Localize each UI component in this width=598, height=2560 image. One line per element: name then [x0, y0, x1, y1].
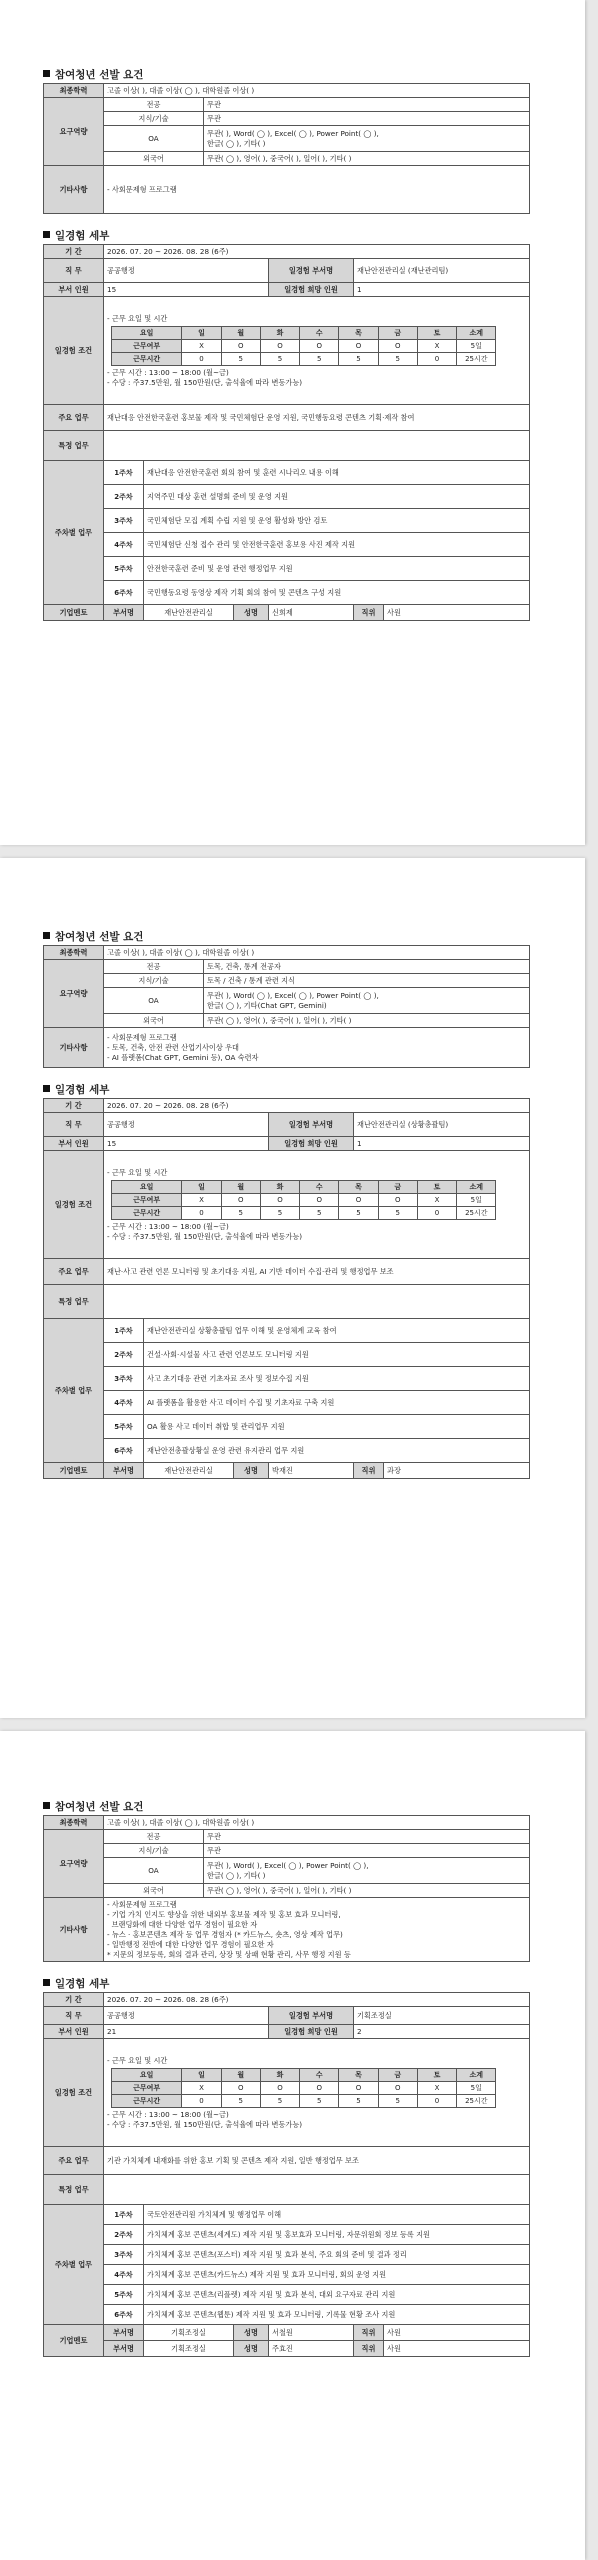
week-label: 6주차 [104, 581, 144, 605]
edu-value: 고졸 이상( ), 대졸 이상( ◯ ), 대학원졸 이상( ) [104, 946, 530, 960]
mentor-label: 기업멘토 [44, 1463, 104, 1479]
section-title-requirements: 참여청년 선발 요건 [43, 1799, 530, 1815]
week-task: 사고 초기대응 관련 기초자료 조사 및 정보수집 지원 [144, 1367, 530, 1391]
mentor-pos: 과장 [384, 1463, 530, 1479]
schedule-header-row: 요일 일 월 화 수 목 금 토 소계 [112, 1180, 496, 1193]
week-task: OA 활용 사고 데이터 취합 및 관리업무 지원 [144, 1415, 530, 1439]
square-bullet-icon [43, 231, 50, 238]
square-bullet-icon [43, 70, 50, 77]
page-3-content [43, 1799, 530, 2357]
edu-label: 최종학력 [44, 1816, 104, 1830]
capability-label: 요구역량 [44, 1830, 104, 1898]
language-value: 무관( ◯ ), 영어( ), 중국어( ), 일어( ), 기타( ) [204, 152, 530, 166]
staff-value: 21 [104, 2025, 269, 2039]
major-value: 무관 [204, 1830, 530, 1844]
document-page-3 [0, 1731, 585, 2560]
schedule-row-hours: 근무시간 0 5 5 5 5 5 0 25시간 [112, 2094, 496, 2107]
oa-label: OA [104, 126, 204, 152]
period-value: 2026. 07. 20 ~ 2026. 08. 28 (6주) [104, 245, 530, 259]
skill-label: 지식/기술 [104, 1844, 204, 1858]
etc-label: 기타사항 [44, 1898, 104, 1962]
week-label: 2주차 [104, 2225, 144, 2245]
duty-value: 공공행정 [104, 2007, 269, 2025]
condition-value: - 근무 요일 및 시간 요일 일 월 화 수 목 금 토 소계 근무여부 X O O O O O X 5일 근무시간 0 5 5 5 5 5 0 25시간 - 근무 시간 : 13:00 ~ 18:00 (월~금) - 수당 : 주37.5만원, 월 150만원(단, 출석율에 따라 변동가능) [104, 2039, 530, 2147]
condition-label: 일경험 조건 [44, 297, 104, 405]
condition-label: 일경험 조건 [44, 2039, 104, 2147]
mentor-dept-label: 부서명 [104, 1463, 144, 1479]
job-detail-table [43, 244, 530, 621]
section-title-job: 일경험 세부 [43, 1976, 530, 1992]
hope-label: 일경험 희망 인원 [269, 283, 354, 297]
schedule-row-workday: 근무여부 X O O O O O X 5일 [112, 1193, 496, 1206]
week-label: 1주차 [104, 461, 144, 485]
schedule-table [111, 326, 496, 366]
weekly-label: 주차별 업무 [44, 461, 104, 605]
etc-value: - 사회문제형 프로그램 - 토목, 건축, 안전 관련 산업기사이상 우대 - AI 플랫폼(Chat GPT, Gemini 등), OA 숙련자 [104, 1028, 530, 1068]
week-label: 3주차 [104, 2245, 144, 2265]
week-task: 재난안전관리실 상황총괄팀 업무 이해 및 운영체계 교육 참여 [144, 1319, 530, 1343]
week-task: 가치체계 홍보 콘텐츠(카드뉴스) 제작 지원 및 효과 모니터링, 회의 운영 지원 [144, 2265, 530, 2285]
main-duty-label: 주요 업무 [44, 405, 104, 431]
job-detail-table [43, 1098, 530, 1479]
week-label: 3주차 [104, 509, 144, 533]
requirements-table [43, 945, 530, 1068]
mentor-name-label: 성명 [234, 605, 269, 621]
skill-label: 지식/기술 [104, 974, 204, 988]
week-label: 5주차 [104, 557, 144, 581]
schedule-table [111, 2068, 496, 2108]
period-value: 2026. 07. 20 ~ 2026. 08. 28 (6주) [104, 1993, 530, 2007]
mentor-pos-label: 직위 [354, 1463, 384, 1479]
week-task: 국민체험단 모집 계획 수립 지원 및 운영 활성화 방안 검토 [144, 509, 530, 533]
oa-value: 무관( ), Word( ), Excel( ◯ ), Power Point( ◯ ), 한글( ◯ ), 기타( ) [204, 1858, 530, 1884]
week-task: 건설·사회·시설물 사고 관련 언론보도 모니터링 지원 [144, 1343, 530, 1367]
special-duty-value [104, 2175, 530, 2205]
schedule-table [111, 1180, 496, 1220]
mentor-name-label: 성명 [234, 2325, 269, 2341]
dept-label: 일경험 부서명 [269, 2007, 354, 2025]
main-duty-value: 기관 가치체계 내재화를 위한 홍보 기획 및 콘텐츠 제작 지원, 일반 행정업무 보조 [104, 2147, 530, 2175]
special-duty-label: 특정 업무 [44, 1285, 104, 1319]
staff-value: 15 [104, 1137, 269, 1151]
edu-label: 최종학력 [44, 946, 104, 960]
week-label: 5주차 [104, 2285, 144, 2305]
duty-value: 공공행정 [104, 259, 269, 283]
mentor-name: 박재진 [269, 1463, 354, 1479]
mentor-name-label: 성명 [234, 1463, 269, 1479]
period-value: 2026. 07. 20 ~ 2026. 08. 28 (6주) [104, 1099, 530, 1113]
staff-label: 부서 인원 [44, 2025, 104, 2039]
language-value: 무관( ◯ ), 영어( ), 중국어( ), 일어( ), 기타( ) [204, 1884, 530, 1898]
mentor-name: 주효진 [269, 2341, 354, 2357]
mentor-dept: 기획조정실 [144, 2325, 234, 2341]
mentor-dept-label: 부서명 [104, 2341, 144, 2357]
week-label: 4주차 [104, 1391, 144, 1415]
square-bullet-icon [43, 1802, 50, 1809]
square-bullet-icon [43, 1979, 50, 1986]
mentor-pos: 사원 [384, 2341, 530, 2357]
dept-label: 일경험 부서명 [269, 1113, 354, 1137]
edu-value: 고졸 이상( ), 대졸 이상( ◯ ), 대학원졸 이상( ) [104, 84, 530, 98]
major-label: 전공 [104, 960, 204, 974]
special-duty-label: 특정 업무 [44, 2175, 104, 2205]
week-label: 4주차 [104, 2265, 144, 2285]
week-label: 6주차 [104, 1439, 144, 1463]
requirements-table [43, 83, 530, 214]
main-duty-label: 주요 업무 [44, 2147, 104, 2175]
week-task: 재난안전총괄상황실 운영 관련 유지관리 업무 지원 [144, 1439, 530, 1463]
week-task: 재난대응 안전한국훈련 회의 참여 및 훈련 시나리오 내용 이해 [144, 461, 530, 485]
period-label: 기 간 [44, 1993, 104, 2007]
major-label: 전공 [104, 98, 204, 112]
week-task: 가치체계 홍보 콘텐츠(웹툰) 제작 지원 및 효과 모니터링, 기록물 현황 조사 지원 [144, 2305, 530, 2325]
mentor-pos: 사원 [384, 2325, 530, 2341]
major-value: 토목, 건축, 통계 전공자 [204, 960, 530, 974]
language-label: 외국어 [104, 1884, 204, 1898]
week-label: 4주차 [104, 533, 144, 557]
week-task: 국토안전관리원 가치체계 및 행정업무 이해 [144, 2205, 530, 2225]
page-1-content [43, 67, 530, 621]
skill-value: 토목 / 건축 / 통계 관련 지식 [204, 974, 530, 988]
mentor-dept-label: 부서명 [104, 605, 144, 621]
main-duty-value: 재난·사고 관련 언론 모니터링 및 초기대응 지원, AI 기반 데이터 수집·관리 및 행정업무 보조 [104, 1259, 530, 1285]
mentor-name: 서철원 [269, 2325, 354, 2341]
major-label: 전공 [104, 1830, 204, 1844]
mentor-pos: 사원 [384, 605, 530, 621]
mentor-pos-label: 직위 [354, 2325, 384, 2341]
duty-value: 공공행정 [104, 1113, 269, 1137]
weekly-label: 주차별 업무 [44, 1319, 104, 1463]
week-label: 3주차 [104, 1367, 144, 1391]
condition-label: 일경험 조건 [44, 1151, 104, 1259]
mentor-label: 기업멘토 [44, 2325, 104, 2357]
major-value: 무관 [204, 98, 530, 112]
oa-label: OA [104, 1858, 204, 1884]
etc-value: - 사회문제형 프로그램 [104, 166, 530, 214]
period-label: 기 간 [44, 245, 104, 259]
etc-label: 기타사항 [44, 166, 104, 214]
capability-label: 요구역량 [44, 98, 104, 166]
week-task: AI 플랫폼을 활용한 사고 데이터 수집 및 기초자료 구축 지원 [144, 1391, 530, 1415]
main-duty-label: 주요 업무 [44, 1259, 104, 1285]
hope-value: 2 [354, 2025, 530, 2039]
condition-value: - 근무 요일 및 시간 요일 일 월 화 수 목 금 토 소계 근무여부 X O O O O O X 5일 근무시간 0 5 5 5 5 5 0 25시간 - 근무 시간 : 13:00 ~ 18:00 (월~금) - 수당 : 주37.5만원, 월 150만원(단, 출석율에 따라 변동가능) [104, 1151, 530, 1259]
week-task: 가치체계 홍보 콘텐츠(세계도) 제작 지원 및 홍보효과 모니터링, 자문위원회 정보 등록 지원 [144, 2225, 530, 2245]
mentor-dept: 재난안전관리실 [144, 605, 234, 621]
special-duty-value [104, 1285, 530, 1319]
document-page-1 [0, 0, 585, 845]
section-title-job: 일경험 세부 [43, 1082, 530, 1098]
dept-value: 재난안전관리실 (상황총괄팀) [354, 1113, 530, 1137]
etc-label: 기타사항 [44, 1028, 104, 1068]
page-2-content [43, 929, 530, 1479]
oa-value: 무관( ), Word( ◯ ), Excel( ◯ ), Power Point( ◯ ), 한글( ◯ ), 기타(Chat GPT, Gemini) [204, 988, 530, 1014]
hope-value: 1 [354, 1137, 530, 1151]
section-title-job: 일경험 세부 [43, 228, 530, 244]
week-label: 5주차 [104, 1415, 144, 1439]
language-label: 외국어 [104, 152, 204, 166]
week-task: 국민체험단 신청 접수 관리 및 안전한국훈련 홍보용 사진 제작 지원 [144, 533, 530, 557]
capability-label: 요구역량 [44, 960, 104, 1028]
schedule-row-workday: 근무여부 X O O O O O X 5일 [112, 2081, 496, 2094]
skill-label: 지식/기술 [104, 112, 204, 126]
week-task: 가치체계 홍보 콘텐츠(포스터) 제작 지원 및 효과 분석, 주요 회의 준비 및 결과 정리 [144, 2245, 530, 2265]
mentor-dept: 기획조정실 [144, 2341, 234, 2357]
staff-label: 부서 인원 [44, 1137, 104, 1151]
hope-label: 일경험 희망 인원 [269, 1137, 354, 1151]
week-task: 안전한국훈련 준비 및 운영 관련 행정업무 지원 [144, 557, 530, 581]
skill-value: 무관 [204, 112, 530, 126]
skill-value: 무관 [204, 1844, 530, 1858]
square-bullet-icon [43, 1085, 50, 1092]
mentor-dept: 재난안전관리실 [144, 1463, 234, 1479]
main-duty-value: 재난대응 안전한국훈련 홍보물 제작 및 국민체험단 운영 지원, 국민행동요령 콘텐츠 기획·제작 참여 [104, 405, 530, 431]
schedule-row-hours: 근무시간 0 5 5 5 5 5 0 25시간 [112, 352, 496, 365]
section-title-requirements: 참여청년 선발 요건 [43, 929, 530, 945]
edu-label: 최종학력 [44, 84, 104, 98]
duty-label: 직 무 [44, 1113, 104, 1137]
document-page-2 [0, 858, 585, 1718]
condition-value: - 근무 요일 및 시간 요일 일 월 화 수 목 금 토 소계 근무여부 X O O O O O X 5일 근무시간 0 5 5 5 5 5 0 25시간 - 근무 시간 : 13:00 ~ 18:00 (월~금) - 수당 : 주37.5만원, 월 150만원(단, 출석율에 따라 변동가능) [104, 297, 530, 405]
dept-value: 기획조정실 [354, 2007, 530, 2025]
staff-value: 15 [104, 283, 269, 297]
requirements-table [43, 1815, 530, 1962]
special-duty-label: 특정 업무 [44, 431, 104, 461]
week-label: 1주차 [104, 2205, 144, 2225]
mentor-pos-label: 직위 [354, 605, 384, 621]
square-bullet-icon [43, 932, 50, 939]
schedule-row-hours: 근무시간 0 5 5 5 5 5 0 25시간 [112, 1206, 496, 1219]
schedule-row-workday: 근무여부 X O O O O O X 5일 [112, 339, 496, 352]
dept-value: 재난안전관리실 (재난관리팀) [354, 259, 530, 283]
special-duty-value [104, 431, 530, 461]
week-label: 6주차 [104, 2305, 144, 2325]
week-task: 지역주민 대상 훈련 설명회 준비 및 운영 지원 [144, 485, 530, 509]
week-task: 국민행동요령 동영상 제작 기획 회의 참여 및 콘텐츠 구성 지원 [144, 581, 530, 605]
oa-label: OA [104, 988, 204, 1014]
oa-value: 무관( ), Word( ◯ ), Excel( ◯ ), Power Point( ◯ ), 한글( ◯ ), 기타( ) [204, 126, 530, 152]
etc-value: - 사회문제형 프로그램 - 기업 가치 인지도 향상을 위한 내외부 홍보물 제작 및 홍보 효과 모니터링, 브랜딩화에 대한 다양한 업무 경험이 필요한 자 - 뉴스 · 홍보콘텐츠 제작 등 업무 경험자 (* 카드뉴스, 숏츠, 영상 제작 업무) - 일반행정 전반에 대한 다양한 업무 경험이 필요한 자 * 지문의 정보등록, 회의 결과 관리, 상장 및 상패 현황 관리, 사무 행정 지원 등 [104, 1898, 530, 1962]
duty-label: 직 무 [44, 259, 104, 283]
schedule-header-row: 요일 일 월 화 수 목 금 토 소계 [112, 2068, 496, 2081]
period-label: 기 간 [44, 1099, 104, 1113]
hope-label: 일경험 희망 인원 [269, 2025, 354, 2039]
language-label: 외국어 [104, 1014, 204, 1028]
hope-value: 1 [354, 283, 530, 297]
mentor-label: 기업멘토 [44, 605, 104, 621]
mentor-name: 신희제 [269, 605, 354, 621]
duty-label: 직 무 [44, 2007, 104, 2025]
mentor-pos-label: 직위 [354, 2341, 384, 2357]
language-value: 무관( ◯ ), 영어( ), 중국어( ), 일어( ), 기타( ) [204, 1014, 530, 1028]
section-title-requirements: 참여청년 선발 요건 [43, 67, 530, 83]
job-detail-table [43, 1992, 530, 2357]
week-label: 2주차 [104, 485, 144, 509]
staff-label: 부서 인원 [44, 283, 104, 297]
mentor-dept-label: 부서명 [104, 2325, 144, 2341]
schedule-header-row: 요일 일 월 화 수 목 금 토 소계 [112, 326, 496, 339]
week-label: 1주차 [104, 1319, 144, 1343]
week-task: 가치체계 홍보 콘텐츠(리플렛) 제작 지원 및 효과 분석, 대외 요구자료 관리 지원 [144, 2285, 530, 2305]
week-label: 2주차 [104, 1343, 144, 1367]
weekly-label: 주차별 업무 [44, 2205, 104, 2325]
dept-label: 일경험 부서명 [269, 259, 354, 283]
mentor-name-label: 성명 [234, 2341, 269, 2357]
edu-value: 고졸 이상( ), 대졸 이상( ◯ ), 대학원졸 이상( ) [104, 1816, 530, 1830]
